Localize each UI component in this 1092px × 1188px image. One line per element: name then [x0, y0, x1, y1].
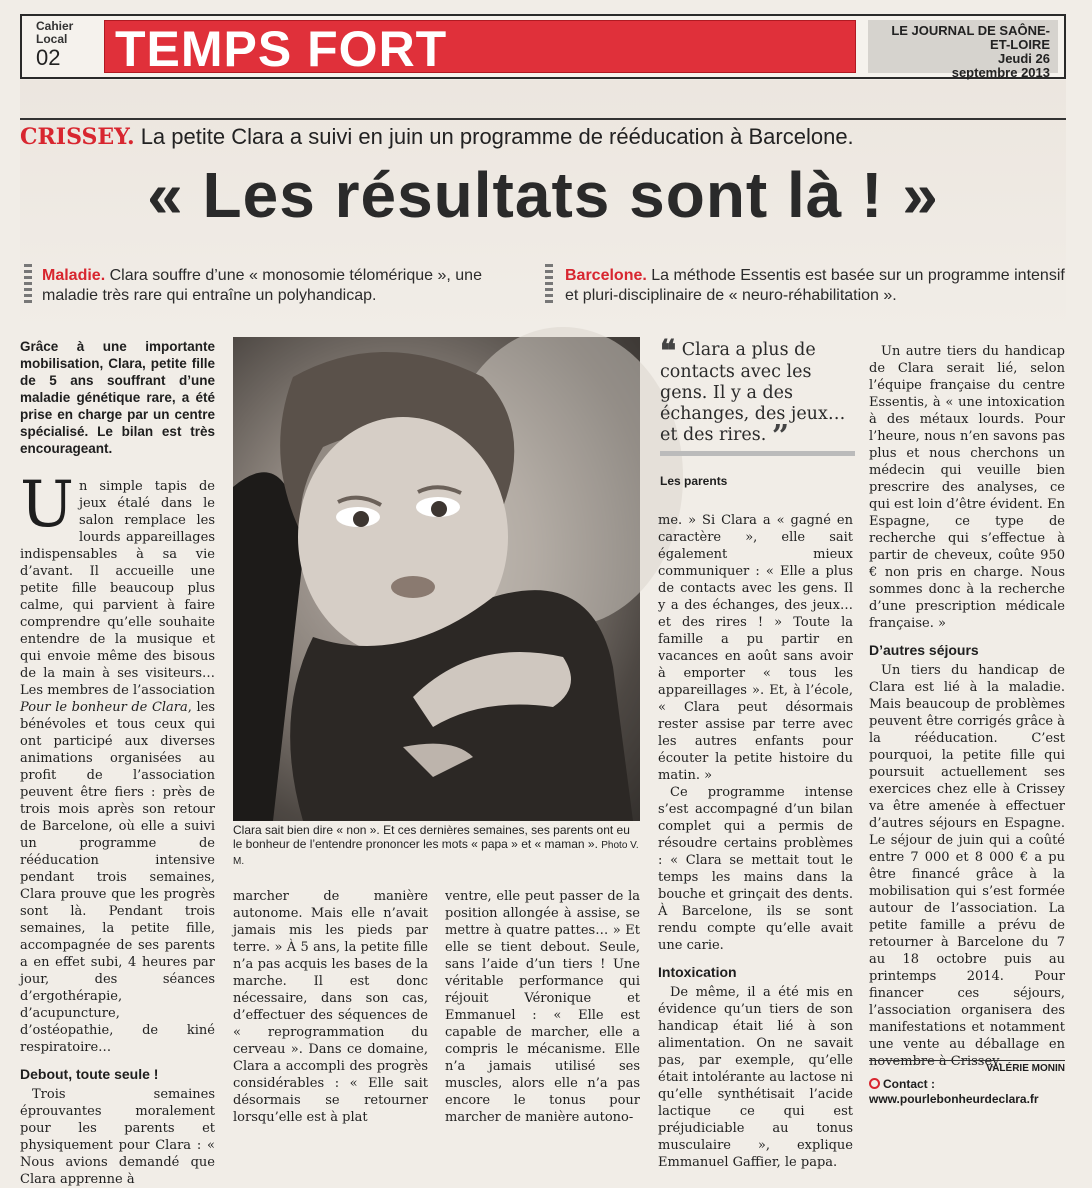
section-title: TEMPS FORT: [115, 21, 448, 77]
quote-source: Les parents: [660, 474, 728, 488]
issue-day: Jeudi 26: [997, 51, 1050, 66]
photo-caption: Clara sait bien dire « non ». Et ces dernières semaines, ses parents ont eu le bonheur de l’entendre prononcer les mots « papa » et « maman ». Photo V. M.: [233, 823, 639, 867]
cahier-number: 02: [36, 45, 61, 70]
photo-credit: Photo V. M.: [233, 840, 639, 867]
photo-clara: [233, 337, 640, 821]
subhead-debout: Debout, toute seule !: [20, 1066, 159, 1082]
contact-line: Contact : www.pourlebonheurdeclara.fr: [869, 1077, 1039, 1106]
column-1: Un simple tapis de jeux étalé dans le salon remplace les lourds appareillages indispensables à sa vie d’avant. Il accueille une petite fille beaucoup plus calme, qui parvient à faire comprendre qu’elle souhaite entendre de la musique et qui envoie même des bisous de la main à ses visiteurs… Les membres de l’association Pour le bonheur de Clara, les bénévoles et tous ceux qui ont participé aux diverses animations organisées au profit de l’association peuvent être fiers : près de trois mois après son retour de Barcelone, où elle a suivi un programme de rééducation intensive pendant trois semaines, Clara prouve que les progrès sont là. Pendant trois semaines, la petite fille, accompagnée de ses parents a en effet subi, 4 heures par jour, des séances d’ergothérapie, d’acupuncture, d’ostéopathie, de kiné respiratoire… Debout, toute seule ! Trois semaines éprouvantes moralement pour les parents et physiquement pour Clara : « Nous avions demandé que Clara apprenne à: [20, 468, 215, 1187]
contact-url[interactable]: www.pourlebonheurdeclara.fr: [869, 1092, 1039, 1106]
column-3: ventre, elle peut passer de la position allongée à assise, se mettre à quatre pattes… » Et elle se tient debout. Seule, sans l’aide d’un tiers ! Une véritable performance qui réjouit Véronique et Emmanuel : « Elle est capable de marcher, elle a compris le mécanisme. Elle n’a jamais utilisé ses muscles, alors elle n’a pas encore le tonus pour marcher de manière autono-: [445, 889, 640, 1125]
column-4: me. » Si Clara a « gagné en caractère », elle sait également mieux communiquer : « Elle a plus de contacts avec les gens. Il y a des échanges, des jeux… et des rires ! » Toute la famille a pu partir en vacances en août sans avoir à emporter « tous les appareillages ». Et, à l’école, « Clara peut désormais rester assise par terre avec les autres enfants pour écouter la petite histoire du matin. » Ce programme intense s’est accompagné d’un bilan complet qui a permis de résoudre certains problèmes : « Clara se mettait tout le temps les mains dans la bouche et grinçait des dents. À Barcelone, ils se sont rendu compte qu’elle avait une carie. Intoxication De même, il a été mis en évidence qu’un tiers de son handicap était lié à son alimentation. On ne savait pas, par exemple, qu’elle était intolérante au lactose ni qu’elle synthétisait l’acide lactique ce qui est préjudiciable au tonus musculaire », explique Emmanuel Gaffier, le papa.: [658, 513, 853, 1170]
subhead-autres-sejours: D’autres séjours: [869, 642, 979, 658]
author-signature: VALÉRIE MONIN: [869, 1060, 1065, 1074]
quote-open-mark: ❝: [660, 334, 677, 369]
column-5: Un autre tiers du handicap de Clara serait lié, selon l’équipe française du centre Essentis, à « une intoxication à des métaux lourds. Pour l’heure, nous n’en savons pas plus et nous cherchons un médecin qui veuille bien prescrire des analyses, ce qui est loin d’être évident. En Espagne, ce type de recherche qui s’effectue à partir de cheveux, coûte 950 € non pris en charge. Nous sommes donc à la recherche d’une prescription médicale française. » D’autres séjours Un tiers du handicap de Clara est lié à la maladie. Mais beaucoup de problèmes peuvent être corrigés grâce à la rééducation. C’est pourquoi, la petite fille qui poursuit actuellement ses exercices chez elle à Crissey va être amenée à effectuer d’autres séjours en Espagne. Le séjour de juin qui a coûté entre 7 000 et 8 000 € a pu être financé grâce à la mobilisation qui s’est formée autour de l’association. La petite famille a prévu de retourner à Barcelone du 7 au 18 octobre puis au printemps 2014. Pour financer ces séjours, l’association organisera des manifestations et notamment une vente au déballage en novembre à Crissey.: [869, 344, 1065, 1069]
child-photo-illustration: [233, 337, 640, 821]
subhead-intoxication: Intoxication: [658, 964, 737, 980]
intro-barcelone-label: Barcelone.: [565, 267, 647, 284]
headline: « Les résultats sont là ! »: [147, 159, 939, 231]
drop-cap: U: [20, 468, 74, 542]
section-banner: [104, 20, 856, 77]
intro-maladie: Maladie. Clara souffre d’une « monosomie télomérique », une maladie très rare qui entraîne un polyhandicap.: [42, 267, 482, 304]
intro-maladie-label: Maladie.: [42, 267, 106, 284]
pull-quote: ❝ Clara a plus de contacts avec les gens. Il y a des échanges, des jeux… et des rires. ”: [660, 340, 855, 456]
arrow-circle-icon: [869, 1078, 880, 1089]
intro-barcelone: Barcelone. La méthode Essentis est basée sur un programme intensif et pluri-disciplinaire de « neuro-réhabilitation ».: [565, 267, 1065, 304]
divider-dots: [24, 264, 32, 304]
journal-box: [868, 20, 1058, 80]
journal-name: LE JOURNAL DE SAÔNE-ET-LOIRE: [891, 23, 1050, 52]
kicker: [20, 118, 1066, 150]
kicker-text: La petite Clara a suivi en juin un programme de rééducation à Barcelone.: [140, 124, 854, 149]
kicker-place: CRISSEY.: [20, 124, 135, 150]
page-header: [20, 14, 1066, 79]
quote-close-mark: ”: [771, 419, 790, 454]
lead-paragraph: Grâce à une importante mobilisation, Clara, petite fille de 5 ans souffrant d’une maladie génétique rare, a été prise en charge par un centre spécialisé. Le bilan est très encourageant.: [20, 339, 215, 456]
column-2: marcher de manière autonome. Mais elle n’avait jamais mis les pieds par terre. » À 5 ans, la petite fille n’a pas acquis les bases de la marche. Il est donc nécessaire, dans son cas, d’effectuer des séquences de « reprogrammation du cerveau ». Dans ce domaine, Clara a accompli des progrès considérables : « Elle sait désormais se retourner lorsqu’elle est à plat: [233, 889, 428, 1125]
issue-month: septembre 2013: [951, 65, 1050, 80]
cahier-label: Cahier Local 02: [36, 20, 102, 70]
divider-dots: [545, 264, 553, 304]
